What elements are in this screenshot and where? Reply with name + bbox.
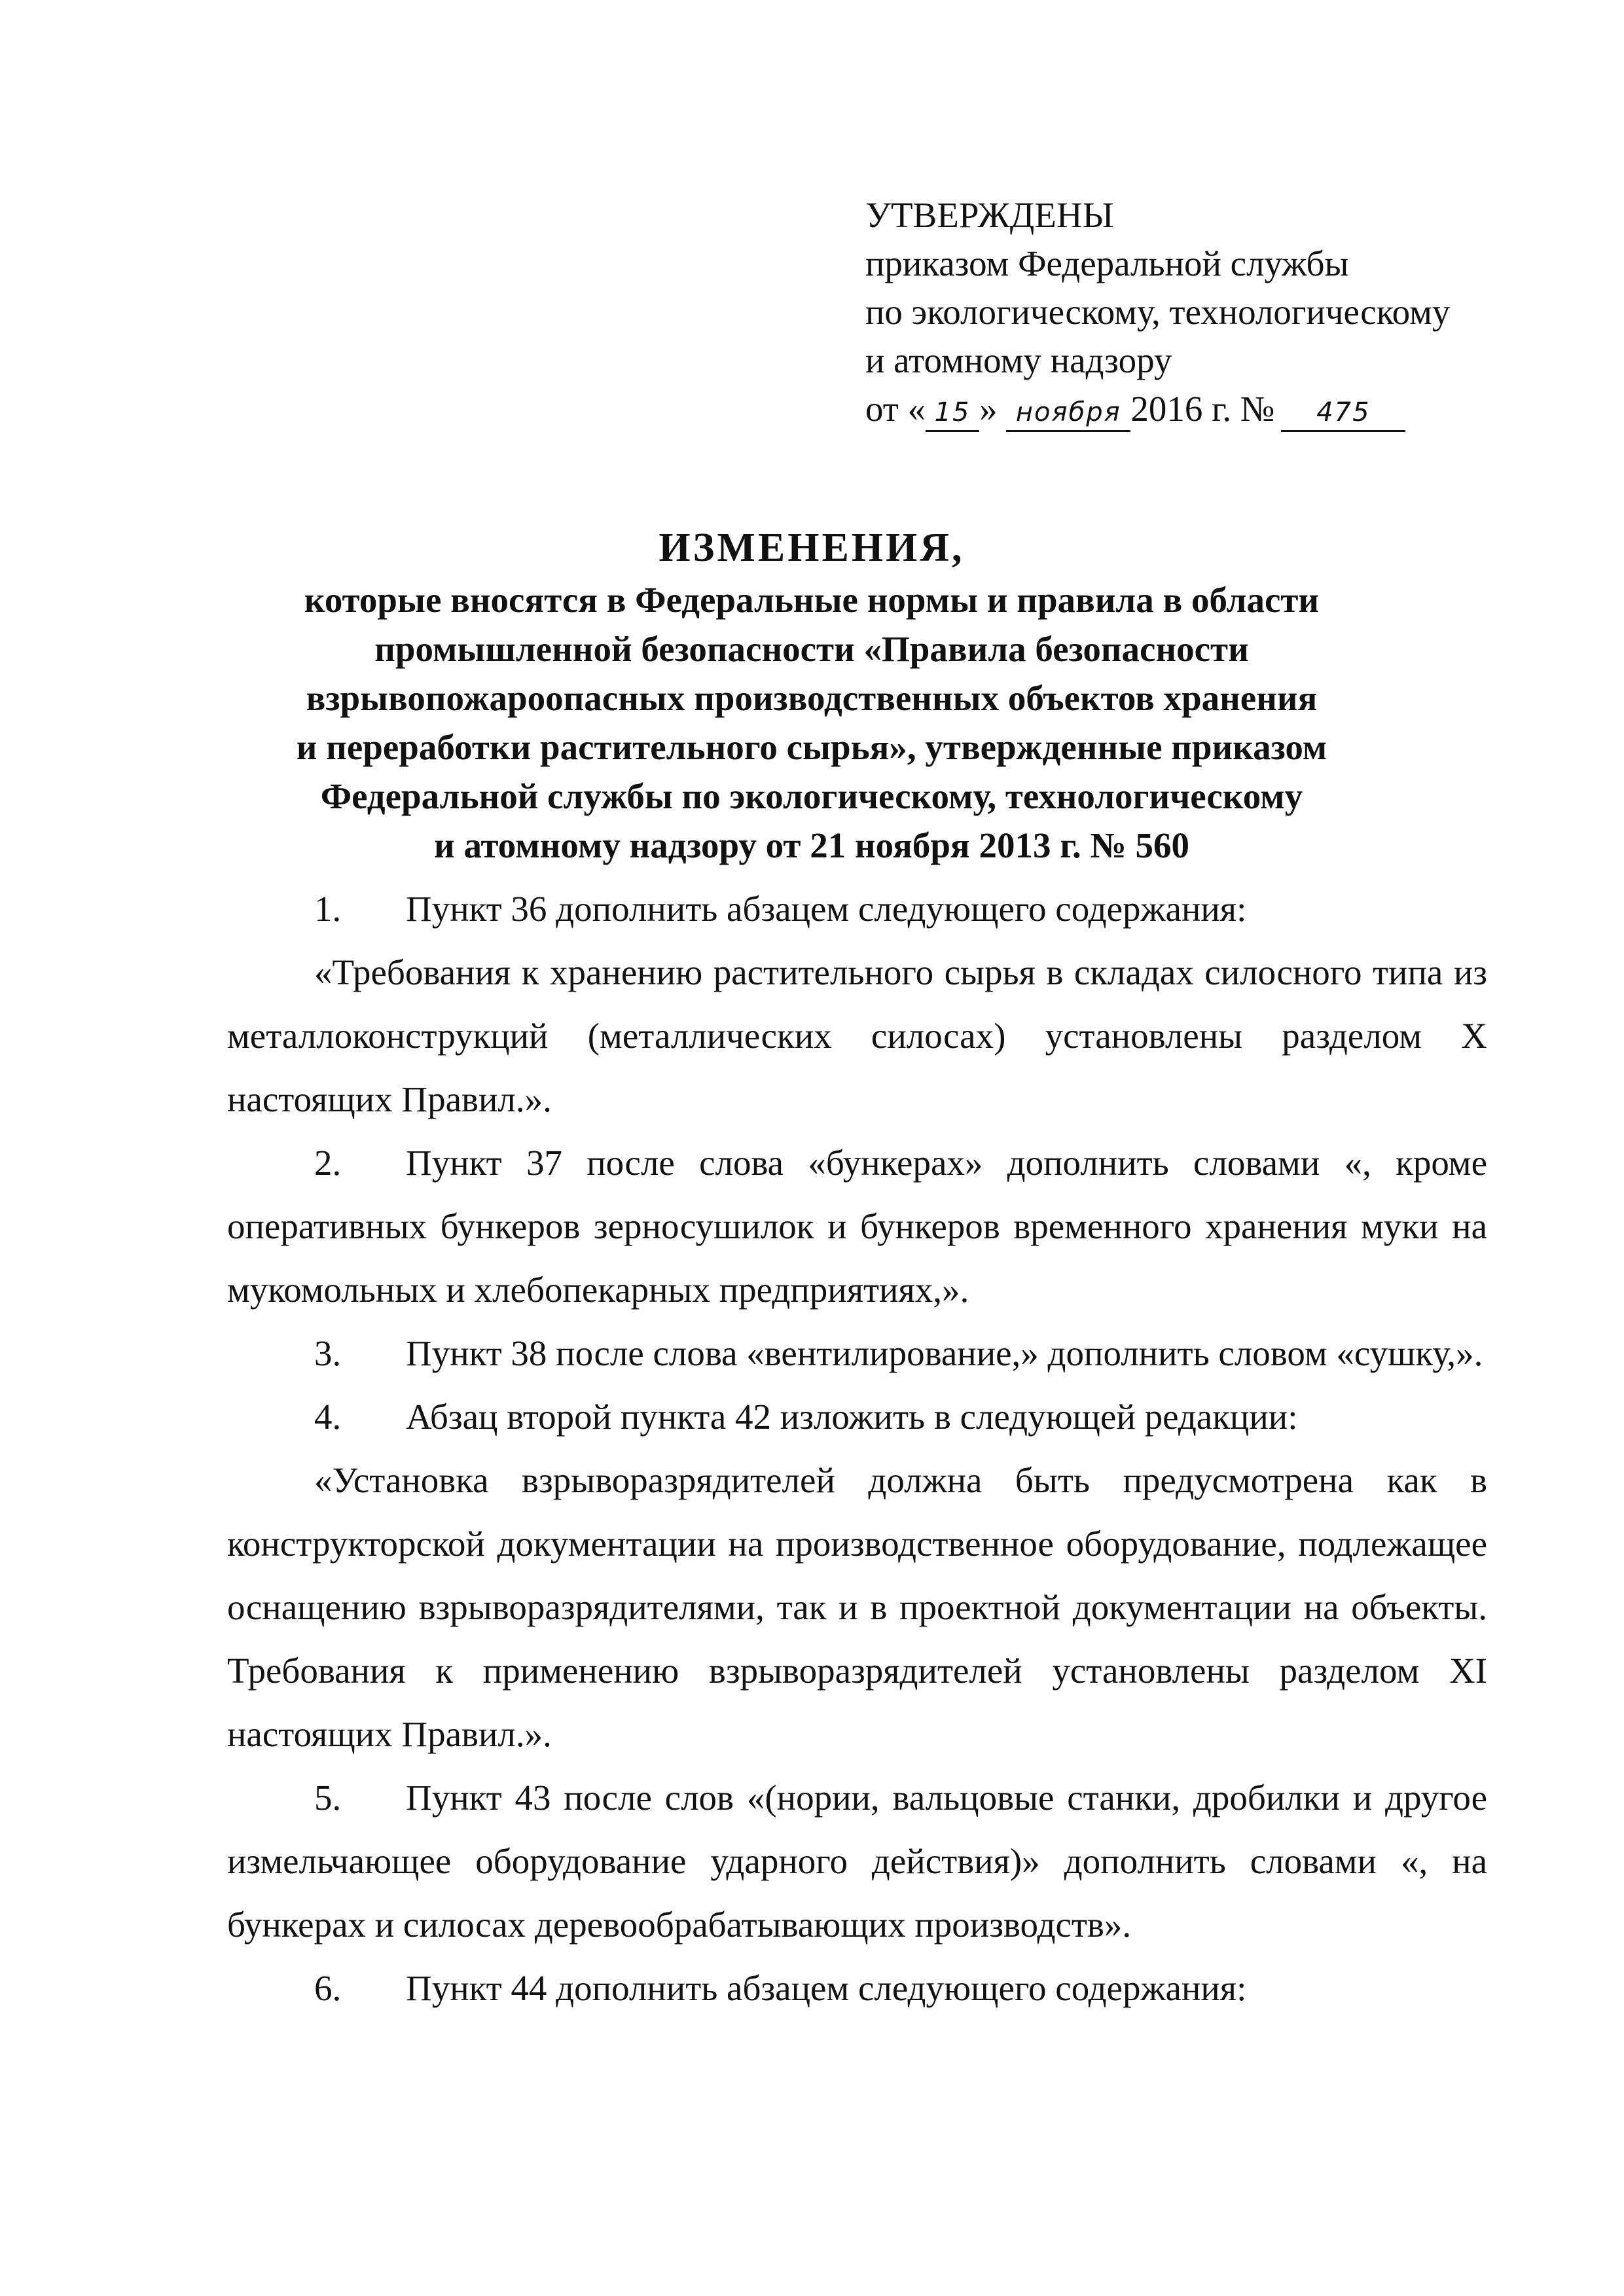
date-year: 2016 г. № xyxy=(1130,389,1275,429)
item-number: 4. xyxy=(314,1397,342,1437)
item-text: Пункт 37 после слова «бункерах» дополнить словами «, кроме оперативных бункеров зерносушилок и бункеров временного хранения муки на мукомольных и хлебопекарных предприятиях,». xyxy=(227,1143,1487,1310)
date-month-handwritten: ноября xyxy=(1006,395,1130,432)
item-paragraph xyxy=(227,1385,1487,1448)
item-paragraph xyxy=(227,1956,1487,2020)
title-line-2: промышленной безопасности «Правила безопасности xyxy=(374,629,1249,669)
item-paragraph xyxy=(227,877,1487,941)
approval-line-3: и атомному надзору xyxy=(865,340,1172,380)
item-paragraph xyxy=(227,1131,1487,1321)
approval-line-2: по экологическому, технологическому xyxy=(865,292,1451,332)
date-quote-close: » xyxy=(979,389,998,429)
item-text: Абзац второй пункта 42 изложить в следующей редакции: xyxy=(406,1397,1298,1437)
date-day-handwritten: 15 xyxy=(926,395,979,432)
item-number: 5. xyxy=(314,1778,342,1818)
item-text: Пункт 43 после слов «(нории, вальцовые станки, дробилки и другое измельчающее оборудование ударного действия)» дополнить словами «, на бункерах и силосах деревообрабатывающих производств». xyxy=(227,1778,1487,1945)
item-text: «Установка взрыворазрядителей должна быть предусмотрена как в конструкторской документации на производственное оборудование, подлежащее оснащению взрыворазрядителями, так и в проектной документации на объекты. Требования к применению взрыворазрядителей установлены разделом XI настоящих Правил.». xyxy=(227,1460,1487,1754)
item-number: 2. xyxy=(314,1143,342,1183)
title-line-3: взрывопожароопасных производственных объектов хранения xyxy=(306,678,1318,718)
approval-stamp xyxy=(865,191,1520,433)
title-line-5: Федеральной службы по экологическому, технологическому xyxy=(320,776,1303,816)
item-paragraph xyxy=(227,1448,1487,1766)
approval-line-1: приказом Федеральной службы xyxy=(865,243,1349,283)
item-text: Пункт 36 дополнить абзацем следующего содержания: xyxy=(406,889,1247,929)
title-heading: ИЗМЕНЕНИЯ, xyxy=(659,526,965,570)
item-number: 3. xyxy=(314,1333,342,1373)
item-number: 1. xyxy=(314,889,342,929)
title-line-1: которые вносятся в Федеральные нормы и правила в области xyxy=(304,580,1320,620)
item-number: 6. xyxy=(314,1968,342,2008)
document-title xyxy=(249,520,1375,870)
item-paragraph xyxy=(227,941,1487,1131)
item-text: Пункт 44 дополнить абзацем следующего содержания: xyxy=(406,1968,1247,2008)
order-number-handwritten: 475 xyxy=(1281,395,1405,432)
approval-heading: УТВЕРЖДЕНЫ xyxy=(865,195,1114,235)
title-line-6: и атомному надзору от 21 ноября 2013 г. № 560 xyxy=(434,825,1189,865)
item-text: Пункт 38 после слова «вентилирование,» дополнить словом «сушку,». xyxy=(406,1333,1483,1373)
approval-date-line xyxy=(865,385,1520,433)
item-paragraph xyxy=(227,1321,1487,1385)
item-paragraph xyxy=(227,1766,1487,1956)
title-line-4: и переработки растительного сырья», утвержденные приказом xyxy=(296,727,1327,767)
document-body xyxy=(227,877,1487,2020)
item-text: «Требования к хранению растительного сырья в складах силосного типа из металлоконструкций (металлических силосах) установлены разделом X настоящих Правил.». xyxy=(227,952,1487,1119)
date-prefix: от « xyxy=(865,389,926,429)
